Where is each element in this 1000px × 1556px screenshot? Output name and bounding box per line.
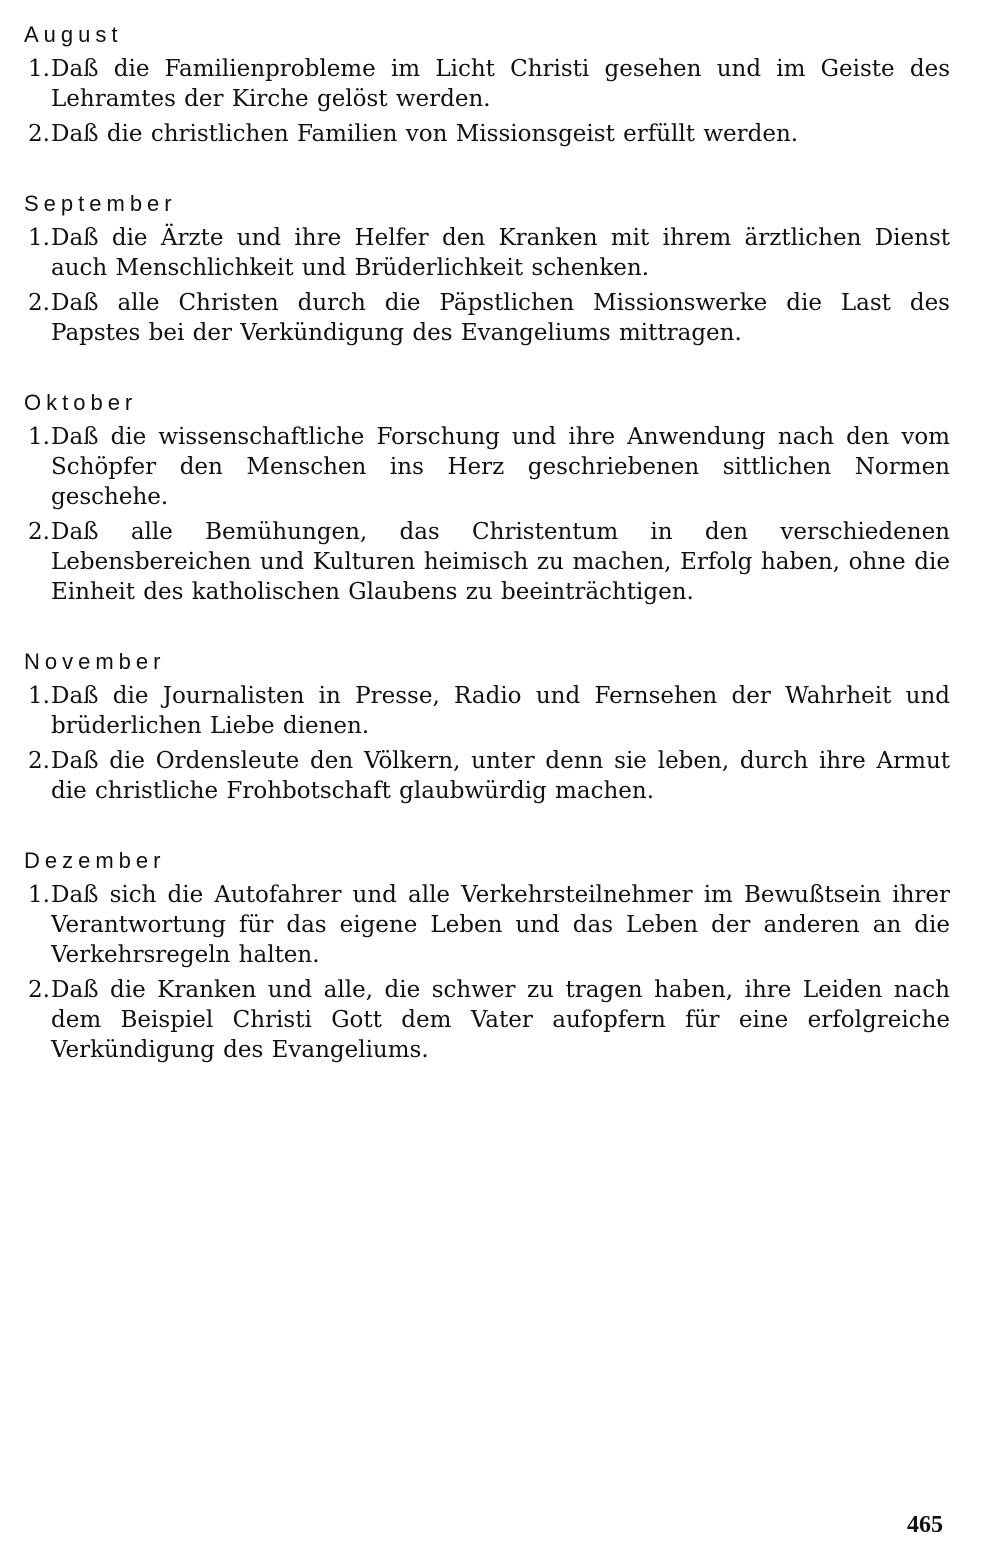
item-number: 1. (28, 882, 50, 908)
item-text: Daß alle Bemühungen, das Christentum in den verschiedenen Lebensbereichen und Kulturen heimisch zu machen, Erfolg haben, ohne die Einheit des katholischen Glaubens zu beeinträchtigen. (51, 519, 950, 605)
list-item (22, 746, 950, 806)
list-item (22, 288, 950, 348)
item-text: Daß die Journalisten in Presse, Radio und Fernsehen der Wahrheit und brüderlichen Liebe dienen. (51, 683, 950, 739)
item-number: 2. (28, 121, 50, 147)
month-title: November (24, 649, 166, 674)
list-item (22, 54, 950, 114)
item-number: 2. (28, 748, 50, 774)
list-item (22, 119, 950, 149)
item-number: 1. (28, 56, 50, 82)
month-title: August (24, 22, 123, 47)
month-section-september (22, 187, 950, 348)
item-text: Daß die Ärzte und ihre Helfer den Kranken mit ihrem ärztlichen Dienst auch Menschlichkeit und Brüderlichkeit schenken. (51, 225, 950, 281)
item-number: 2. (28, 290, 50, 316)
month-title: Dezember (24, 848, 166, 873)
item-number: 2. (28, 977, 50, 1003)
item-text: Daß sich die Autofahrer und alle Verkehrsteilnehmer im Bewußtsein ihrer Verantwortung für das eigene Leben und das Leben der anderen an die Verkehrsregeln halten. (51, 882, 950, 968)
item-text: Daß die christlichen Familien von Missionsgeist erfüllt werden. (51, 121, 799, 147)
list-item (22, 681, 950, 741)
item-text: Daß alle Christen durch die Päpstlichen Missionswerke die Last des Papstes bei der Verkündigung des Evangeliums mittragen. (51, 290, 950, 346)
list-item (22, 422, 950, 512)
item-text: Daß die Kranken und alle, die schwer zu tragen haben, ihre Leiden nach dem Beispiel Christi Gott dem Vater aufopfern für eine erfolgreiche Verkündigung des Evangeliums. (51, 977, 950, 1063)
month-title: Oktober (24, 390, 138, 415)
list-item (22, 975, 950, 1065)
item-number: 1. (28, 424, 50, 450)
month-section-dezember (22, 844, 950, 1065)
month-section-oktober (22, 386, 950, 607)
document-page (22, 18, 950, 1073)
list-item (22, 517, 950, 607)
month-section-august (22, 18, 950, 149)
item-text: Daß die Ordensleute den Völkern, unter denn sie leben, durch ihre Armut die christliche Frohbotschaft glaubwürdig machen. (51, 748, 950, 804)
list-item (22, 223, 950, 283)
item-number: 1. (28, 225, 50, 251)
item-number: 2. (28, 519, 50, 545)
list-item (22, 880, 950, 970)
item-number: 1. (28, 683, 50, 709)
month-title: September (24, 191, 177, 216)
page-number: 465 (907, 1512, 943, 1538)
item-text: Daß die Familienprobleme im Licht Christi gesehen und im Geiste des Lehramtes der Kirche gelöst werden. (51, 56, 950, 112)
item-text: Daß die wissenschaftliche Forschung und ihre Anwendung nach den vom Schöpfer den Menschen ins Herz geschriebenen sittlichen Normen geschehe. (51, 424, 950, 510)
month-section-november (22, 645, 950, 806)
